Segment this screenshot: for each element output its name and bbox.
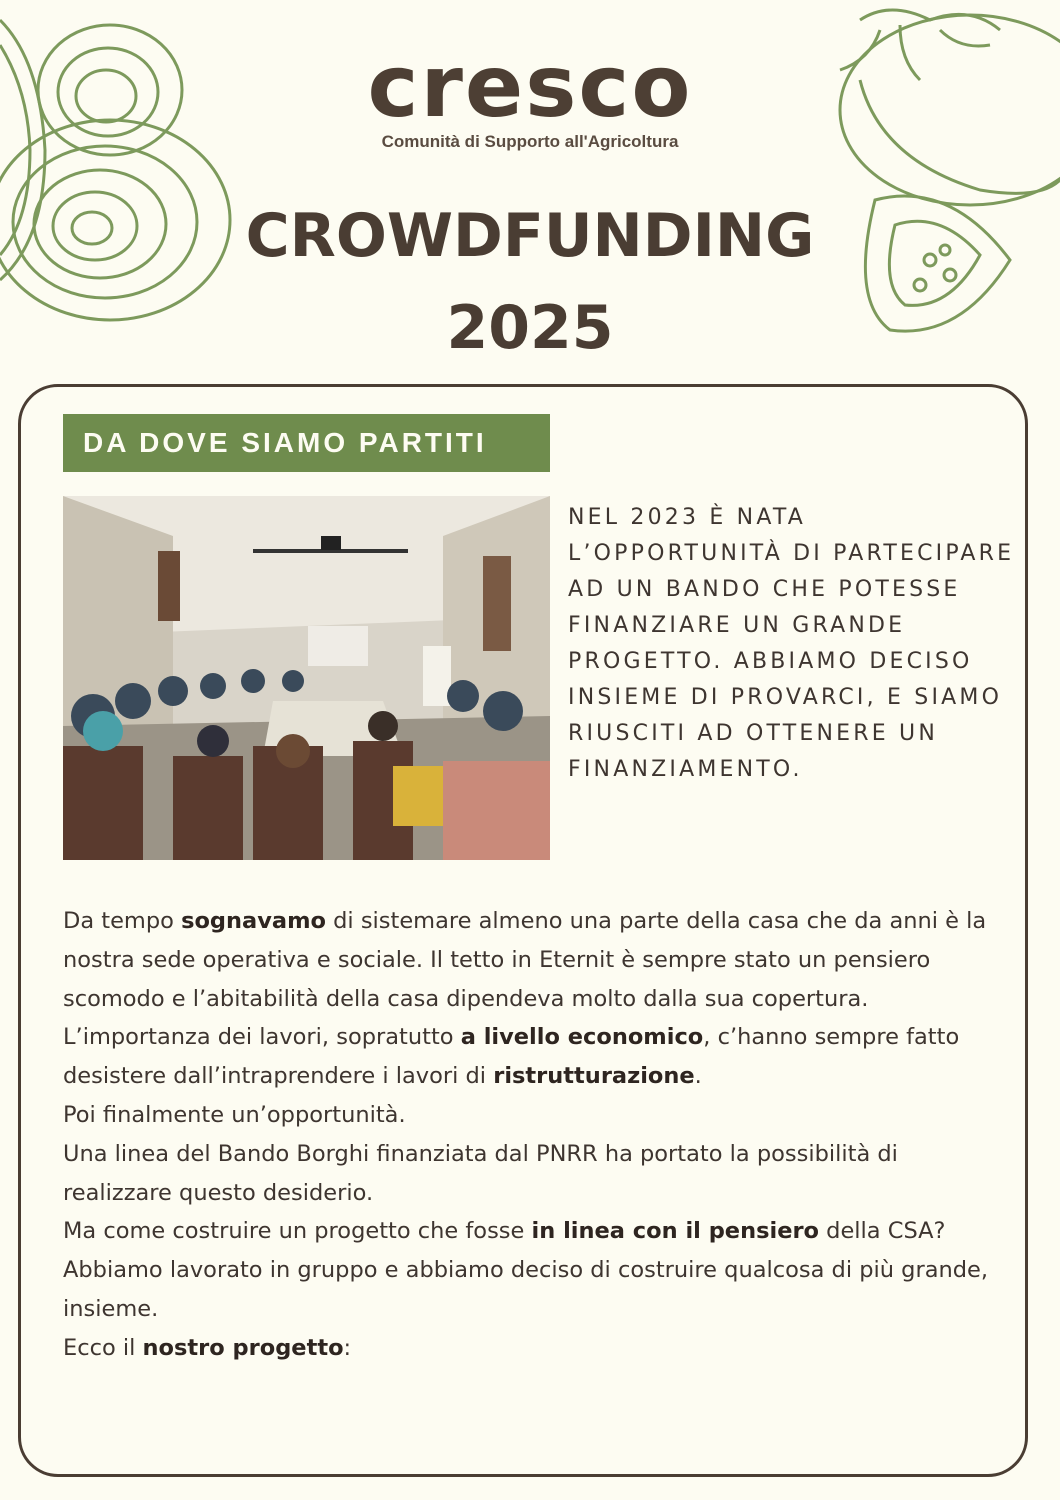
body-text <box>63 902 1003 1368</box>
headline-year: 2025 <box>446 293 614 363</box>
brand-name: cresco <box>367 37 693 137</box>
emphasis: sognavamo <box>181 908 326 934</box>
body-paragraph: Una linea del Bando Borghi finanziata dal PNRR ha portato la possibilità di realizzare questo desiderio. <box>63 1140 898 1206</box>
brand-logo <box>0 37 1060 152</box>
emphasis: a livello economico <box>460 1024 704 1051</box>
body-paragraph: Poi finalmente un’opportunità. <box>63 1101 406 1128</box>
emphasis: in linea con il pensiero <box>531 1218 820 1245</box>
body-paragraph: Ecco il nostro progetto: <box>63 1334 352 1361</box>
body-paragraph: Abbiamo lavorato in gruppo e abbiamo deciso di costruire qualcosa di più grande, insieme. <box>63 1257 989 1322</box>
body-paragraph: Ma come costruire un progetto che fosse in linea con il pensiero della CSA? <box>63 1218 946 1245</box>
emphasis: ristrutturazione <box>493 1063 695 1090</box>
headline-title: CROWDFUNDING <box>245 201 815 271</box>
meeting-photo <box>63 496 550 860</box>
body-paragraph: Da tempo sognavamo di sistemare almeno una parte della casa che da anni è la nostra sede operativa e sociale. Il tetto in Eternit è sempre stato un pensiero scomodo e l’abitabilità della casa dipendeva molto dalla sua copertura. <box>63 908 987 1012</box>
emphasis: nostro progetto <box>142 1334 344 1361</box>
brand-tagline: Comunità di Supporto all'Agricoltura <box>381 132 679 151</box>
body-paragraph: L’importanza dei lavori, sopratutto a livello economico, c’hanno sempre fatto desistere dall’intraprendere i lavori di ristrutturazione. <box>63 1024 960 1090</box>
intro-text: NEL 2023 È NATA L’OPPORTUNITÀ DI PARTECIPARE AD UN BANDO CHE POTESSE FINANZIARE UN GRANDE PROGETTO. ABBIAMO DECISO INSIEME DI PROVARCI, E SIAMO RIUSCITI AD OTTENERE UN FINANZIAMENTO. <box>568 505 1015 782</box>
section-title-badge: DA DOVE SIAMO PARTITI <box>63 414 550 472</box>
